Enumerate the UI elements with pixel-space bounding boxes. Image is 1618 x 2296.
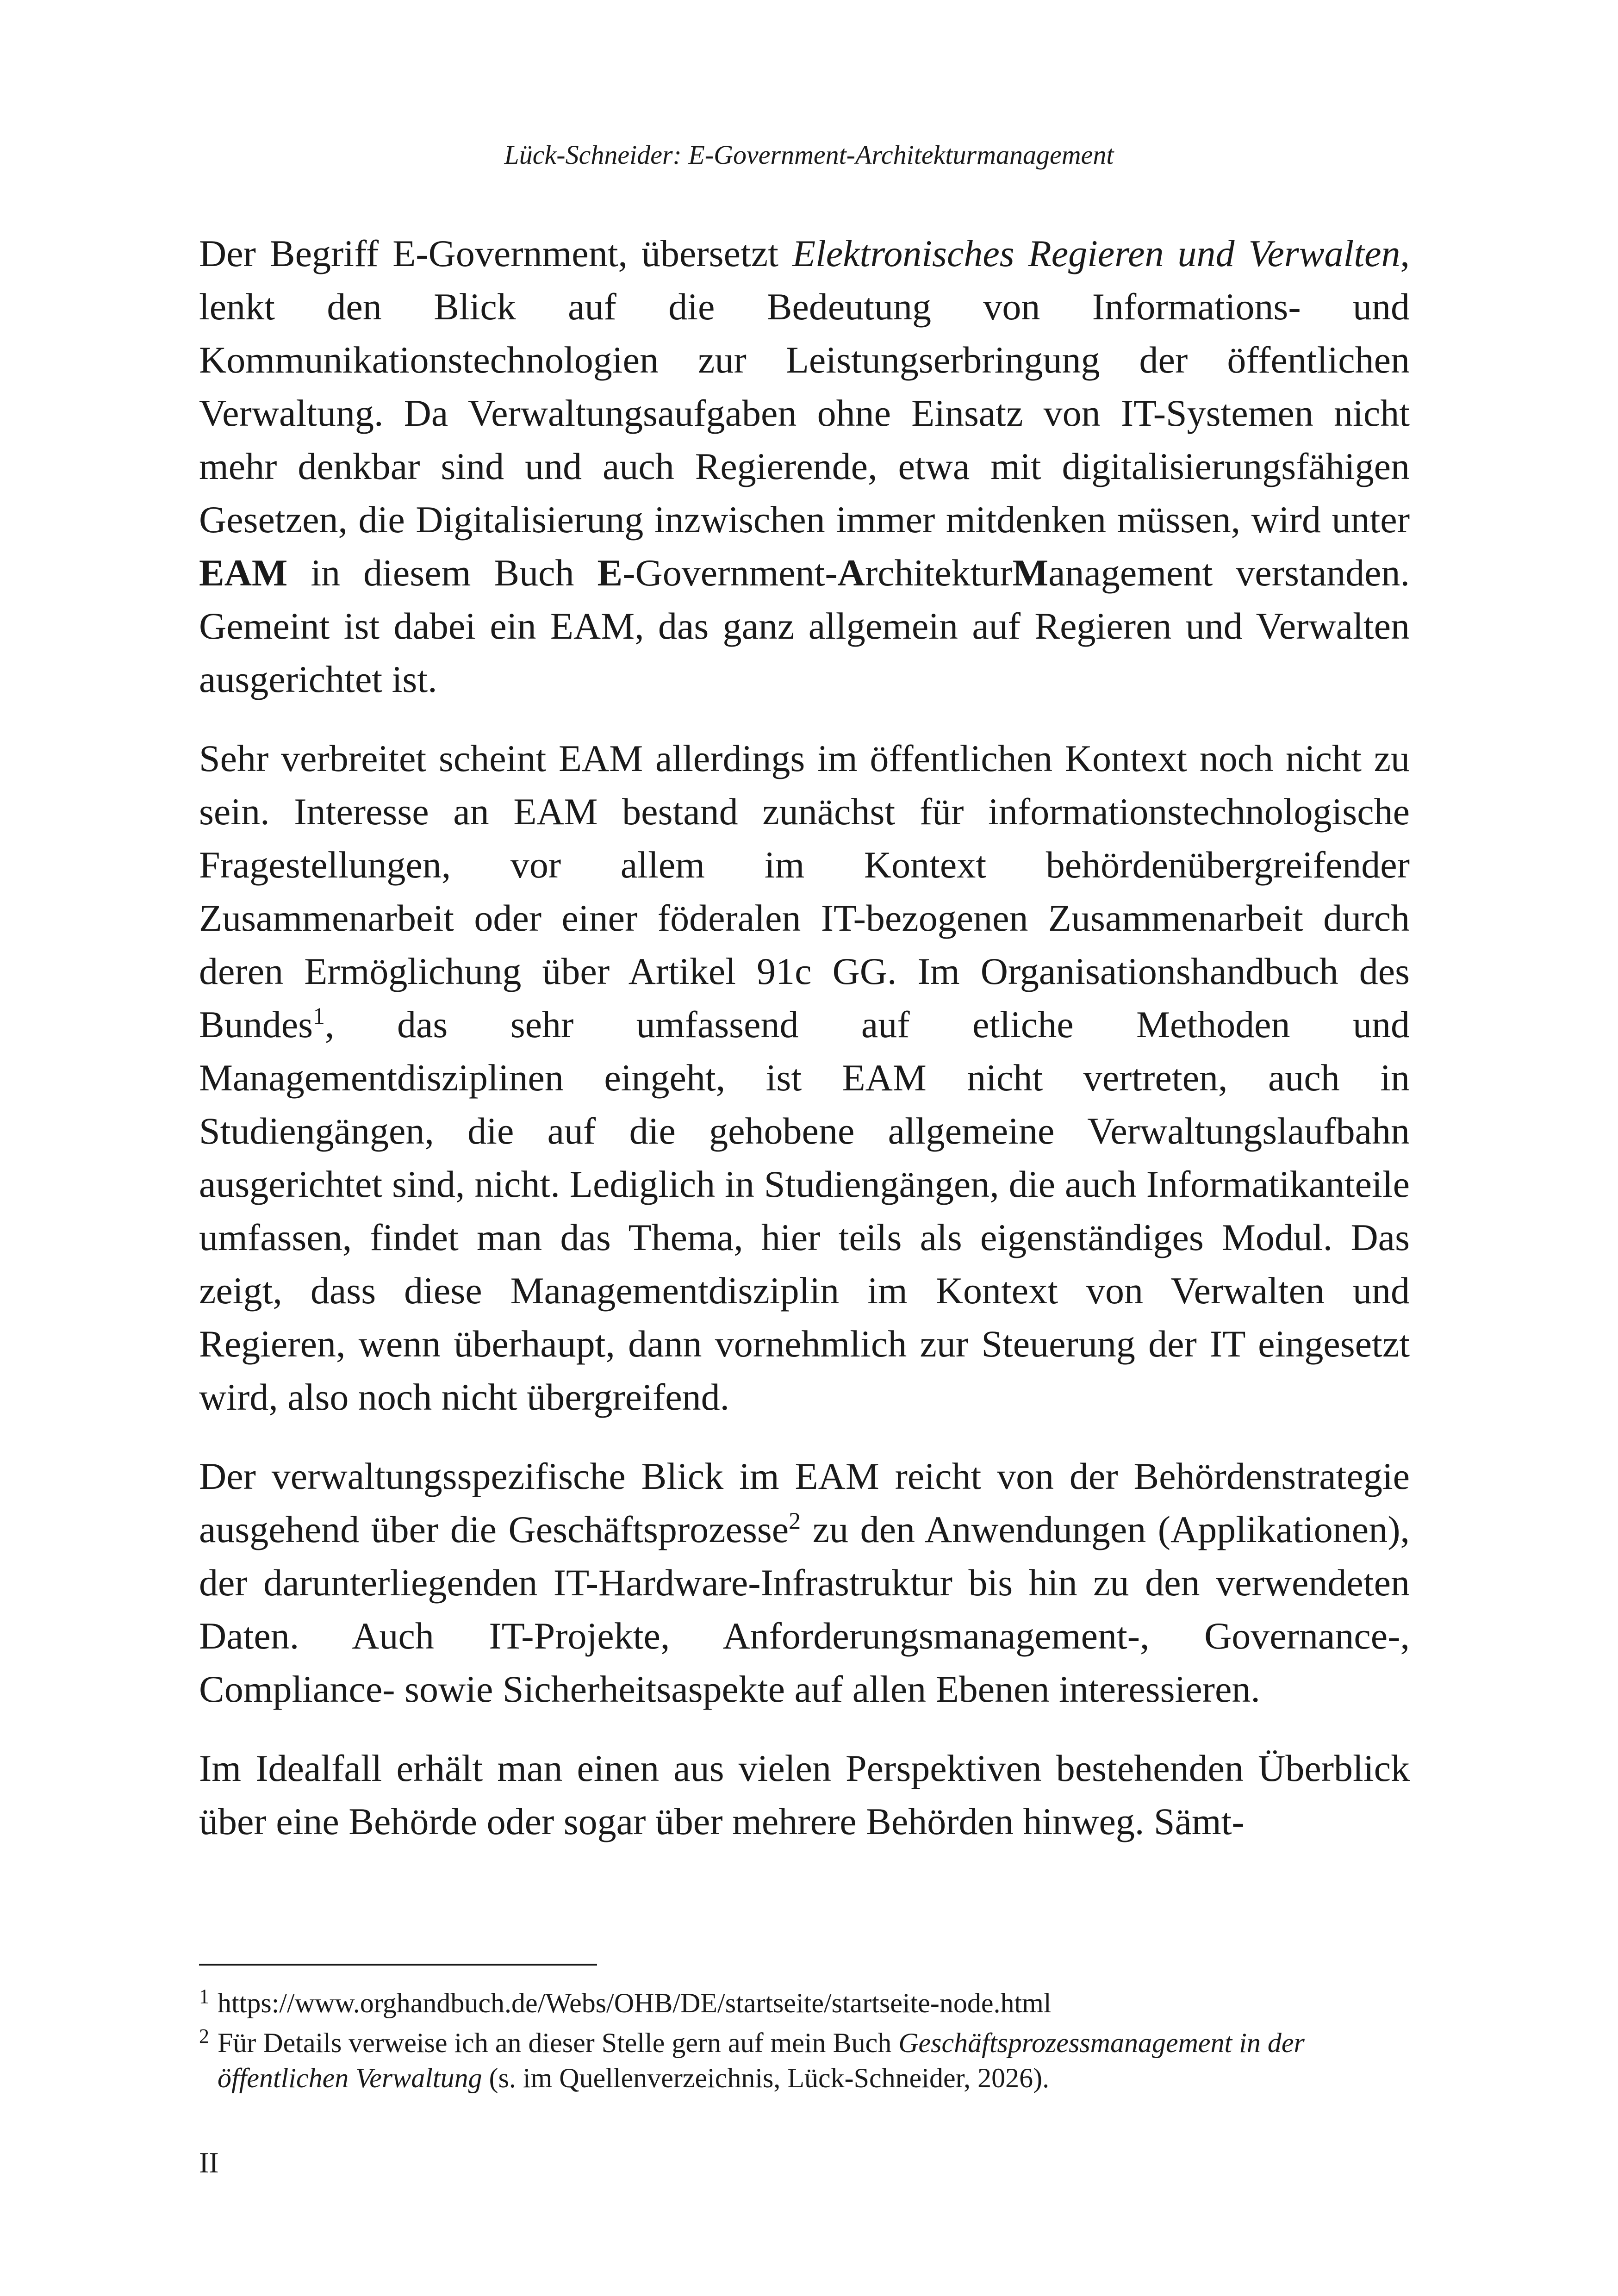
footnote-1-mark: 1	[199, 1985, 209, 2008]
footnote-2-text: (s. im Quellenverzeichnis, Lück-Schneider, 2026).	[482, 2063, 1050, 2093]
paragraph-4-text: Im Idealfall erhält man einen aus vielen Perspektiven bestehenden Überblick über eine Behörde oder sogar über mehrere Behörden hinweg. Sämt-	[199, 1747, 1410, 1842]
paragraph-3-text: zu den Anwendungen (Applikationen), der darunterliegenden IT-Hardware-Infrastruktur bis hin zu den verwendeten Daten. Auch IT-Projekte, Anforderungsmanagement-, Governance-, Compliance- sowie Sicherheitsaspekte auf allen Ebenen interessieren.	[199, 1508, 1410, 1710]
bold-letter-a: A	[837, 552, 865, 594]
footnote-1-link[interactable]: https://www.orghandbuch.de/Webs/OHB/DE/startseite/startseite-node.html	[218, 1988, 1052, 2018]
footnote-2-mark: 2	[199, 2025, 209, 2047]
footnote-reference-2[interactable]: 2	[789, 1508, 801, 1535]
paragraph-1-text: -Government-	[622, 552, 838, 594]
footnote-divider	[199, 1964, 597, 1966]
bold-letter-e: E	[597, 552, 623, 594]
paragraph-2	[199, 732, 1410, 1424]
paragraph-2-text: Sehr verbreitet scheint EAM allerdings im öffentlichen Kontext noch nicht zu sein. Interesse an EAM bestand zunächst für informationstechnologische Fragestellungen, vor allem im Kontext behördenübergreifender Zusammenarbeit oder einer föderalen IT-bezogenen Zusammenarbeit durch deren Ermöglichung über Artikel 91c GG. Im Organisationshandbuch des Bundes	[199, 737, 1410, 1045]
paragraph-1-text: rchitektur	[865, 552, 1013, 594]
footnote-2-text: Für Details verweise ich an dieser Stelle gern auf mein Buch	[218, 2028, 899, 2058]
page-number: II	[199, 2146, 219, 2179]
paragraph-1-text: , lenkt den Blick auf die Bedeutung von Informations- und Kommunikationstechnologien zur Leistungserbringung der öffentlichen Verwaltung. Da Verwaltungsaufgaben ohne Einsatz von IT-Systemen nicht mehr denkbar sind und auch Regierende, etwa mit digitalisierungsfähigen Gesetzen, die Digitalisierung inzwischen immer mitdenken müssen, wird unter	[199, 232, 1410, 541]
book-title: Geschäftsprozessmanagement in der öffentlichen Verwaltung	[218, 2028, 1305, 2093]
footnote-2	[199, 2025, 1410, 2096]
paragraph-1	[199, 227, 1410, 706]
body-text	[199, 227, 1410, 1874]
footnotes	[199, 1985, 1410, 2100]
emphasis-term: Elektronisches Regieren und Verwalten	[792, 232, 1400, 274]
bold-letter-m: M	[1012, 552, 1049, 594]
paragraph-1-text: Der Begriff E-Government, übersetzt	[199, 232, 792, 274]
running-header: Lück-Schneider: E-Government-Architekturmanagement	[504, 140, 1114, 170]
footnote-1	[199, 1985, 1410, 2021]
paragraph-4	[199, 1742, 1410, 1848]
footnote-reference-1[interactable]: 1	[313, 1003, 325, 1030]
paragraph-2-text: , das sehr umfassend auf etliche Methoden und Managementdisziplinen eingeht, ist EAM nicht vertreten, auch in Studiengängen, die auf die gehobene allgemeine Verwaltungslaufbahn ausgerichtet sind, nicht. Lediglich in Studiengängen, die auch Informatikanteile umfassen, findet man das Thema, hier teils als eigenständiges Modul. Das zeigt, dass diese Managementdisziplin im Kontext von Verwalten und Regieren, wenn überhaupt, dann vornehmlich zur Steuerung der IT eingesetzt wird, also noch nicht übergreifend.	[199, 1003, 1410, 1418]
bold-acronym: EAM	[199, 552, 288, 594]
paragraph-3-text: Der verwaltungsspezifische Blick im EAM reicht von der Behördenstrategie ausgehend über die Geschäftsprozesse	[199, 1455, 1410, 1550]
paragraph-1-text: anagement verstanden. Gemeint ist dabei ein EAM, das ganz allgemein auf Regieren und Verwalten ausgerichtet ist.	[199, 552, 1410, 700]
paragraph-3	[199, 1450, 1410, 1716]
paragraph-1-text: in diesem Buch	[287, 552, 597, 594]
